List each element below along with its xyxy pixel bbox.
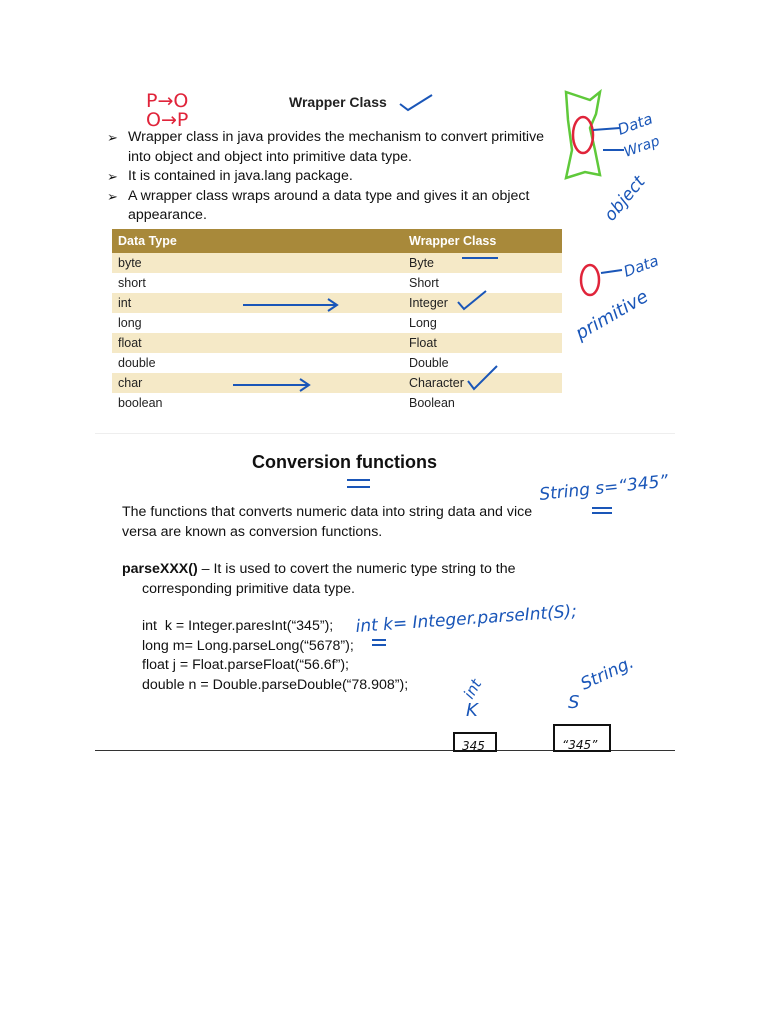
wrapper-cell: Short: [403, 273, 562, 293]
annotation-k: K: [466, 700, 478, 721]
bullet-item: ➢ It is contained in java.lang package.: [107, 167, 567, 187]
annotation-data: Data: [615, 109, 656, 139]
annotation-data-primitive: Data: [621, 251, 662, 281]
primitive-cell: short: [112, 273, 403, 293]
annotation-string: String.: [577, 652, 637, 695]
primitive-cell: int: [112, 293, 403, 313]
wrapper-bullets: [107, 128, 567, 226]
primitive-cell: char: [112, 373, 403, 393]
box-value-string: “345”: [562, 738, 598, 752]
wrapper-cell: Character: [403, 373, 562, 393]
parse-explanation: [122, 559, 562, 599]
header-data-type: Data Type: [112, 229, 403, 253]
wrapper-class-slide: [95, 87, 675, 432]
primitive-cell: byte: [112, 253, 403, 273]
conversion-title: Conversion functions: [252, 452, 438, 472]
table-row: [112, 393, 562, 413]
table-row: [112, 273, 562, 293]
primitive-cell: boolean: [112, 393, 403, 413]
wrapper-cell: Float: [403, 333, 562, 353]
bullet-item: ➢ A wrapper class wraps around a data type and gives it an object appearance.: [107, 187, 567, 226]
wrapper-class-title: Wrapper Class: [289, 94, 387, 110]
header-wrapper-class: Wrapper Class: [403, 229, 562, 253]
parse-function-name: parseXXX(): [122, 561, 198, 577]
table-row: [112, 253, 562, 273]
conversion-description: The functions that converts numeric data into string data and vice versa are known as conversion functions.: [122, 504, 533, 540]
annotation-wrap: Wrap: [621, 133, 662, 161]
conversion-functions-slide: [95, 433, 675, 751]
annotation-int-k-parse: int k= Integer.parseInt(S);: [354, 601, 578, 637]
wrapper-cell: Long: [403, 313, 562, 333]
parse-description: – It is used to covert the numeric type string to the: [197, 561, 516, 577]
wrapper-cell: Integer: [403, 293, 562, 313]
code-line: float j = Float.parseFloat(“56.6f”);: [142, 657, 349, 673]
annotation-s: S: [568, 692, 580, 713]
annotation-p-to-o: P→O: [146, 90, 189, 112]
code-line: double n = Double.parseDouble(“78.908”);: [142, 676, 409, 693]
primitive-cell: double: [112, 353, 403, 373]
box-value-int: 345: [462, 739, 485, 753]
code-line: int k = Integer.paresInt(“345”);: [142, 618, 334, 634]
table-row: [112, 293, 562, 313]
table-row: [112, 333, 562, 353]
table-row: [112, 353, 562, 373]
annotation-o-to-p: O→P: [146, 109, 189, 131]
wrapper-cell: Double: [403, 353, 562, 373]
primitive-cell: float: [112, 333, 403, 353]
wrapper-cell: Boolean: [403, 393, 562, 413]
primitive-cell: long: [112, 313, 403, 333]
annotation-int: int: [459, 676, 486, 702]
annotation-object: object: [600, 172, 650, 226]
bullet-item: ➢ Wrapper class in java provides the mechanism to convert primitive into object and object into primitive data type.: [107, 128, 567, 167]
table-row: [112, 373, 562, 393]
code-examples: [142, 617, 408, 695]
table-header-row: [112, 229, 562, 253]
table-row: [112, 313, 562, 333]
annotation-string-s: String s=“345”: [538, 471, 670, 505]
code-line: long m= Long.parseLong(“5678”);: [142, 637, 354, 654]
annotation-primitive: primitive: [572, 286, 652, 345]
parse-description-line2: corresponding primitive data type.: [142, 581, 355, 597]
wrapper-table: [112, 229, 562, 413]
wrapper-cell: Byte: [403, 253, 562, 273]
